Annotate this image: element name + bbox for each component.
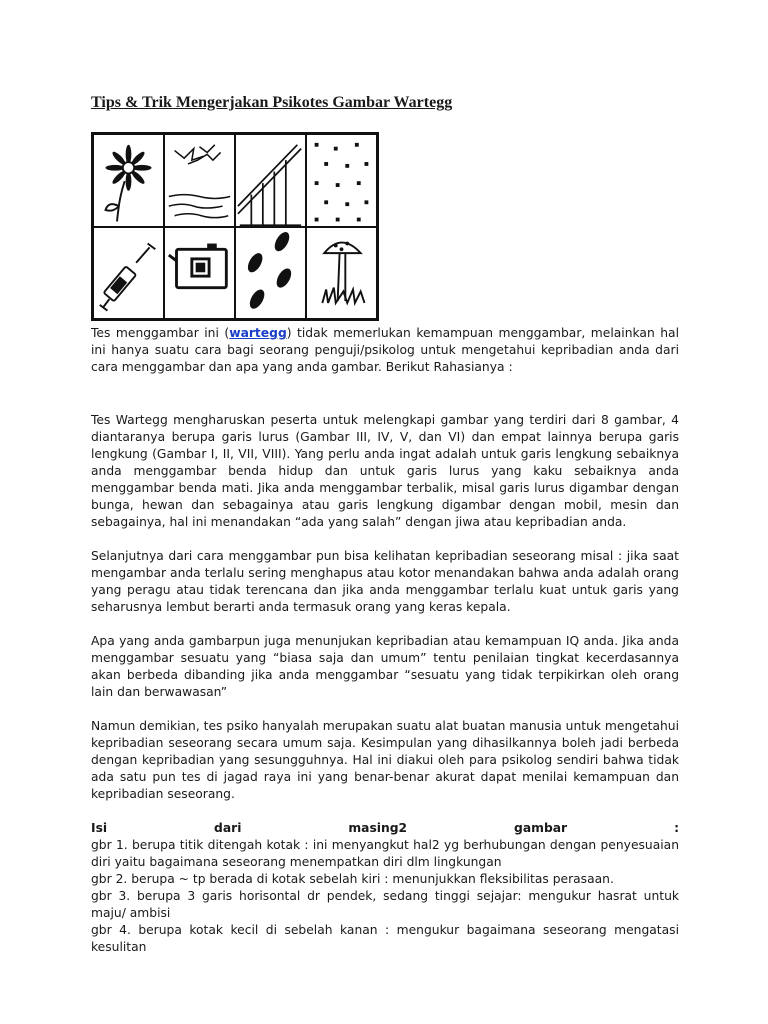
flower-icon: [93, 134, 164, 227]
list-item: gbr 1. berupa titik ditengah kotak : ini menyangkut hal2 yg berhubungan dengan penyesuaian diri yaitu bagaimana seseorang menempatkan diri dlm lingkungan: [91, 838, 679, 869]
page-title: Tips & Trik Mengerjakan Psikotes Gambar Wartegg: [91, 94, 453, 111]
structure-icon: [235, 134, 306, 227]
isi-heading: Isi dari masing2 gambar :: [91, 821, 679, 835]
dots-icon: [306, 134, 377, 227]
paragraph: Namun demikian, tes psiko hanyalah merupakan suatu alat buatan manusia untuk mengetahui kepribadian seseorang secara umum saja. Kesimpulan yang dihasilkannya boleh jadi berbeda dengan kepribadian yang sesungguhnya. Hal ini diakui oleh para psikolog sendiri bahwa tidak ada satu pun tes di jagad raya ini yang benar-benar akurat dapat menilai kemampuan dan kepribadian seseorang.: [91, 719, 679, 801]
list-item: gbr 3. berupa 3 garis horisontal dr pendek, sedang tinggi sejajar: mengukur hasrat untuk maju/ ambisi: [91, 889, 679, 920]
syringe-icon: [93, 227, 164, 320]
list-item: gbr 4. berupa kotak kecil di sebelah kanan : mengukur bagaimana seseorang mengatasi kesulitan: [91, 923, 679, 954]
birds-icon: [164, 134, 235, 227]
paragraph: Selanjutnya dari cara menggambar pun bisa kelihatan kepribadian seseorang misal : jika saat mengambar anda terlalu sering menghapus atau kotor menandakan bahwa anda adalah orang yang peragu atau tidak terencana dan jika anda menggambar terlalu kuat untuk garis yang seharusnya lembut berarti anda termasuk orang yang keras kepala.: [91, 549, 679, 614]
list-item: gbr 2. berupa ~ tp berada di kotak sebelah kiri : menunjukkan fleksibilitas perasaan.: [91, 872, 614, 886]
article-body: [91, 325, 679, 956]
footprints-icon: [235, 227, 306, 320]
wartegg-figure: [91, 132, 379, 321]
paragraph: Tes Wartegg mengharuskan peserta untuk melengkapi gambar yang terdiri dari 8 gambar, 4 diantaranya berupa garis lurus (Gambar III, IV, V, dan VI) dan empat lainnya berupa garis lengkung (Gambar I, II, VII, VIII). Yang perlu anda ingat adalah untuk garis lengkung sebaiknya anda menggambar benda hidup dan untuk garis lurus yang kaku sebaiknya anda menggambar benda mati. Jika anda menggambar terbalik, misal garis lurus digambar dengan bunga, hewan dan sebagainya atau garis lengkung digambar dengan mobil, mesin dan sebagainya, hal ini menandakan “ada yang salah” dengan jiwa atau kepribadian anda.: [91, 413, 679, 529]
camera-icon: [164, 227, 235, 320]
wartegg-link[interactable]: wartegg: [229, 326, 287, 340]
mushroom-icon: [306, 227, 377, 320]
intro-paragraph: Tes menggambar ini (wartegg) tidak memerlukan kemampuan menggambar, melainkan hal ini hanya suatu cara bagi seorang penguji/psikolog untuk mengetahui kepribadian anda dari cara menggambar dan apa yang anda gambar. Berikut Rahasianya :: [91, 326, 679, 374]
paragraph: Apa yang anda gambarpun juga menunjukan kepribadian atau kemampuan IQ anda. Jika anda menggambar sesuatu yang “biasa saja dan umum” tentu penilaian tingkat kecerdasannya akan berbeda dibanding jika anda menggambar “sesuatu yang tidak terpikirkan oleh orang lain dan berwawasan”: [91, 634, 679, 699]
